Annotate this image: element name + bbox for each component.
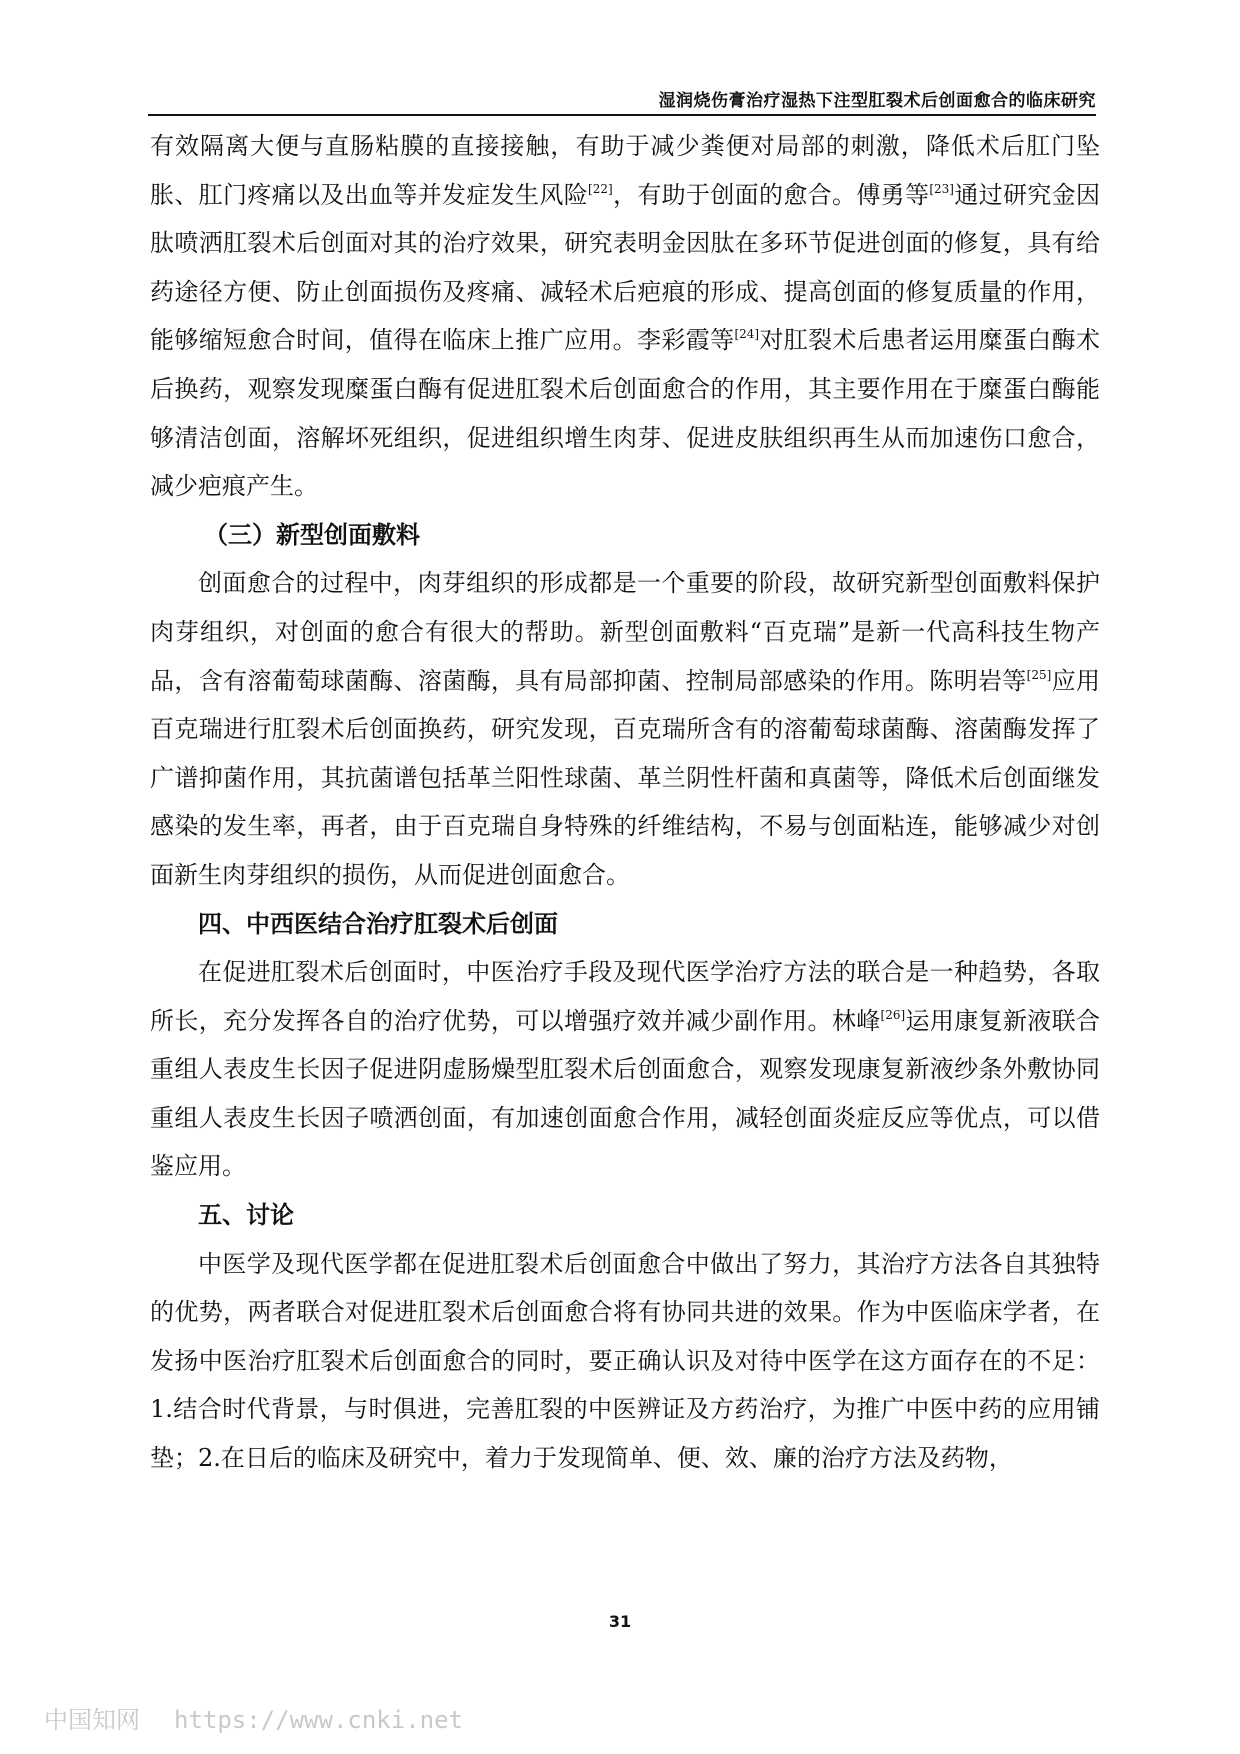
section-heading: 四、中西医结合治疗肛裂术后创面 [198,909,558,938]
watermark-text: 中国知网 [44,1706,140,1734]
page-number: 31 [608,1612,632,1631]
text-segment: 对肛裂术后患者运用糜蛋白酶术后换药，观察发现糜蛋白酶有促进肛裂术后创面愈合的作用，其主要作用在于糜蛋白酶能够清洁创面，溶解坏死组织，促进组织增生肉芽、促进皮肤组织再生从而加速伤口愈合，减少疤痕产生。 [150,326,1100,501]
subsection-heading: （三）新型创面敷料 [204,520,420,549]
text-segment: 在促进肛裂术后创面时，中医治疗手段及现代医学治疗方法的联合是一种趋势，各取所长，充分发挥各自的治疗优势，可以增强疗效并减少副作用。林峰 [150,958,1100,1035]
text-segment: 有效隔离大便与直肠粘膜的直接接触，有助于减少粪便对局部的刺激，降低术后肛门坠胀、肛门疼痛以及出血等并发症发生风险 [150,132,1100,209]
running-header-title: 湿润烧伤膏治疗湿热下注型肛裂术后创面愈合的临床研究 [658,91,1096,111]
text-segment: 运用康复新液联合重组人表皮生长因子促进阴虚肠燥型肛裂术后创面愈合，观察发现康复新液纱条外敷协同重组人表皮生长因子喷洒创面，有加速创面愈合作用，减轻创面炎症反应等优点，可以借鉴应用。 [150,1006,1100,1181]
section-heading: 五、讨论 [198,1201,294,1230]
citation-ref: [22] [588,181,613,196]
watermark [44,1700,463,1735]
citation-ref: [25] [1026,667,1052,682]
text-segment: ，有助于创面的愈合。傅勇等 [612,180,930,209]
header-rule [148,114,1096,116]
text-segment: 应用百克瑞进行肛裂术后创面换药，研究发现，百克瑞所含有的溶葡萄球菌酶、溶菌酶发挥了广谱抑菌作用，其抗菌谱包括革兰阳性球菌、革兰阴性杆菌和真菌等，降低术后创面继发感染的发生率，再者，由于百克瑞自身特殊的纤维结构，不易与创面粘连，能够减少对创面新生肉芽组织的损伤，从而促进创面愈合。 [150,666,1100,889]
citation-ref: [26] [880,1007,906,1022]
watermark-url: https://www.cnki.net [174,1706,463,1734]
paragraph-continued [150,122,1100,511]
paragraph: 中医学及现代医学都在促进肛裂术后创面愈合中做出了努力，其治疗方法各自其独特的优势，两者联合对促进肛裂术后创面愈合将有协同共进的效果。作为中医临床学者，在发扬中医治疗肛裂术后创面愈合的同时，要正确认识及对待中医学在这方面存在的不足：1.结合时代背景，与时俱进，完善肛裂的中医辨证及方药治疗，为推广中医中药的应用铺垫；2.在日后的临床及研究中，着力于发现简单、便、效、廉的治疗方法及药物， [150,1249,1100,1473]
body-text [150,122,1100,1483]
citation-ref: [24] [734,327,760,342]
paragraph [150,559,1100,899]
paragraph [150,948,1100,1191]
citation-ref: [23] [929,181,954,196]
text-segment: 创面愈合的过程中，肉芽组织的形成都是一个重要的阶段，故研究新型创面敷料保护肉芽组织，对创面的愈合有很大的帮助。新型创面敷料“百克瑞”是新一代高科技生物产品，含有溶葡萄球菌酶、溶菌酶，具有局部抑菌、控制局部感染的作用。陈明岩等 [150,569,1100,695]
text-segment: 通过研究金因肽喷洒肛裂术后创面对其的治疗效果，研究表明金因肽在多环节促进创面的修复，具有给药途径方便、防止创面损伤及疼痛、减轻术后疤痕的形成、提高创面的修复质量的作用，能够缩短愈合时间，值得在临床上推广应用。李彩霞等 [150,180,1101,355]
